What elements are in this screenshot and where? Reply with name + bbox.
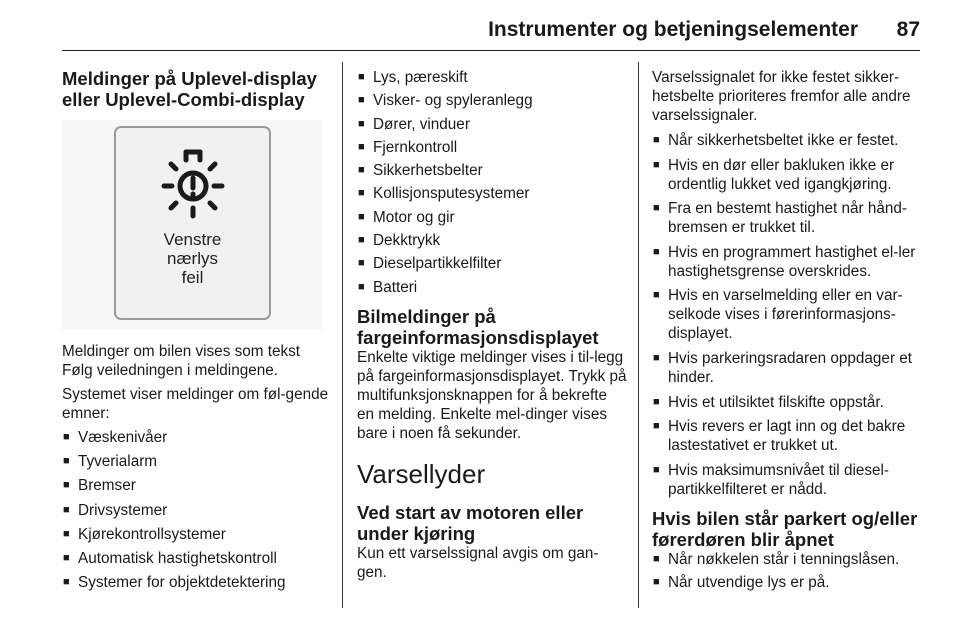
warning-text-line: Venstre bbox=[163, 230, 222, 249]
paragraph: Meldinger om bilen vises som tekst Følg veiledningen i meldingene. bbox=[62, 343, 301, 379]
list-item: ■ Tyverialarm bbox=[62, 452, 330, 471]
bullet-list bbox=[62, 428, 330, 592]
bullet-list bbox=[652, 550, 924, 593]
column-2 bbox=[357, 68, 627, 582]
list-item: ■ Dekktrykk bbox=[357, 231, 627, 250]
list-item: ■ Automatisk hastighetskontroll bbox=[62, 549, 330, 568]
column-1 bbox=[62, 68, 330, 592]
list-item: ■ Bremser bbox=[62, 476, 330, 495]
chapter-title: Varsellyder bbox=[357, 458, 486, 489]
warning-text-line: feil bbox=[181, 268, 204, 287]
column-divider bbox=[638, 62, 639, 608]
list-item: ■ Hvis et utilsiktet filskifte oppstår. bbox=[652, 393, 924, 412]
list-item: ■ Væskenivåer bbox=[62, 428, 330, 447]
list-item: ■ Hvis en dør eller bakluken ikke er ordentlig lukket ved igangkjøring. bbox=[652, 156, 924, 194]
header-title: Instrumenter og betjeningselementer bbox=[488, 18, 858, 41]
list-item: ■ Hvis maksimumsnivået til diesel-partikkelfilteret er nådd. bbox=[652, 461, 924, 499]
list-item: ■ Når nøkkelen står i tenningslåsen. bbox=[652, 550, 924, 569]
warning-text-line: nærlys bbox=[166, 249, 218, 268]
list-item: ■ Lys, pæreskift bbox=[357, 68, 627, 87]
bullet-list bbox=[652, 131, 924, 499]
page-number: 87 bbox=[896, 18, 920, 41]
list-item: ■ Systemer for objektdetektering bbox=[62, 573, 330, 592]
list-item: ■ Fjernkontroll bbox=[357, 138, 627, 157]
section-heading: Bilmeldinger på fargeinformasjonsdisplayet bbox=[357, 305, 599, 348]
bullet-list bbox=[357, 68, 627, 297]
section-heading: Ved start av motoren eller under kjøring bbox=[357, 501, 584, 544]
bulb-warning-icon bbox=[160, 146, 226, 222]
list-item: ■ Sikkerhetsbelter bbox=[357, 161, 627, 180]
list-item: ■ Motor og gir bbox=[357, 208, 627, 227]
list-item: ■ Fra en bestemt hastighet når hånd-bremsen er trukket til. bbox=[652, 199, 924, 237]
list-item: ■ Når sikkerhetsbeltet ikke er festet. bbox=[652, 131, 924, 150]
warning-panel bbox=[114, 126, 271, 320]
list-item: ■ Batteri bbox=[357, 278, 627, 297]
paragraph: Varselssignalet for ikke festet sikker-hetsbelte prioriteres fremfor alle andre varselssignaler. bbox=[652, 69, 911, 124]
list-item: ■ Dieselpartikkelfilter bbox=[357, 254, 627, 273]
list-item: ■ Dører, vinduer bbox=[357, 115, 627, 134]
list-item: ■ Drivsystemer bbox=[62, 501, 330, 520]
column-divider bbox=[342, 62, 343, 608]
list-item: ■ Hvis revers er lagt inn og det bakre lastestativet er trukket ut. bbox=[652, 417, 924, 455]
warning-text bbox=[116, 230, 269, 287]
paragraph: Kun ett varselssignal avgis om gan-gen. bbox=[357, 544, 599, 581]
list-item: ■ Hvis en programmert hastighet el-ler hastighetsgrense overskrides. bbox=[652, 243, 924, 281]
list-item: ■ Hvis en varselmelding eller en var-selkode vises i førerinformasjons-displayet. bbox=[652, 286, 924, 343]
section-heading: Hvis bilen står parkert og/eller førerdøren blir åpnet bbox=[652, 507, 918, 550]
list-item: ■ Kollisjonsputesystemer bbox=[357, 184, 627, 203]
display-figure bbox=[62, 120, 322, 330]
section-heading: Meldinger på Uplevel-display eller Uplevel-Combi-display bbox=[62, 68, 317, 110]
list-item: ■ Hvis parkeringsradaren oppdager et hinder. bbox=[652, 349, 924, 387]
list-item: ■ Når utvendige lys er på. bbox=[652, 573, 924, 592]
paragraph: Systemet viser meldinger om føl-gende emner: bbox=[62, 386, 329, 422]
list-item: ■ Visker- og spyleranlegg bbox=[357, 91, 627, 110]
list-item: ■ Kjørekontrollsystemer bbox=[62, 525, 330, 544]
column-3 bbox=[652, 68, 924, 592]
page-header bbox=[62, 14, 920, 51]
paragraph: Enkelte viktige meldinger vises i til-legg på fargeinformasjonsdisplayet. Trykk på multifunksjonsknappen for å bekrefte en melding. Enkelte mel-dinger vises bare i noen få sekunder. bbox=[357, 348, 627, 442]
